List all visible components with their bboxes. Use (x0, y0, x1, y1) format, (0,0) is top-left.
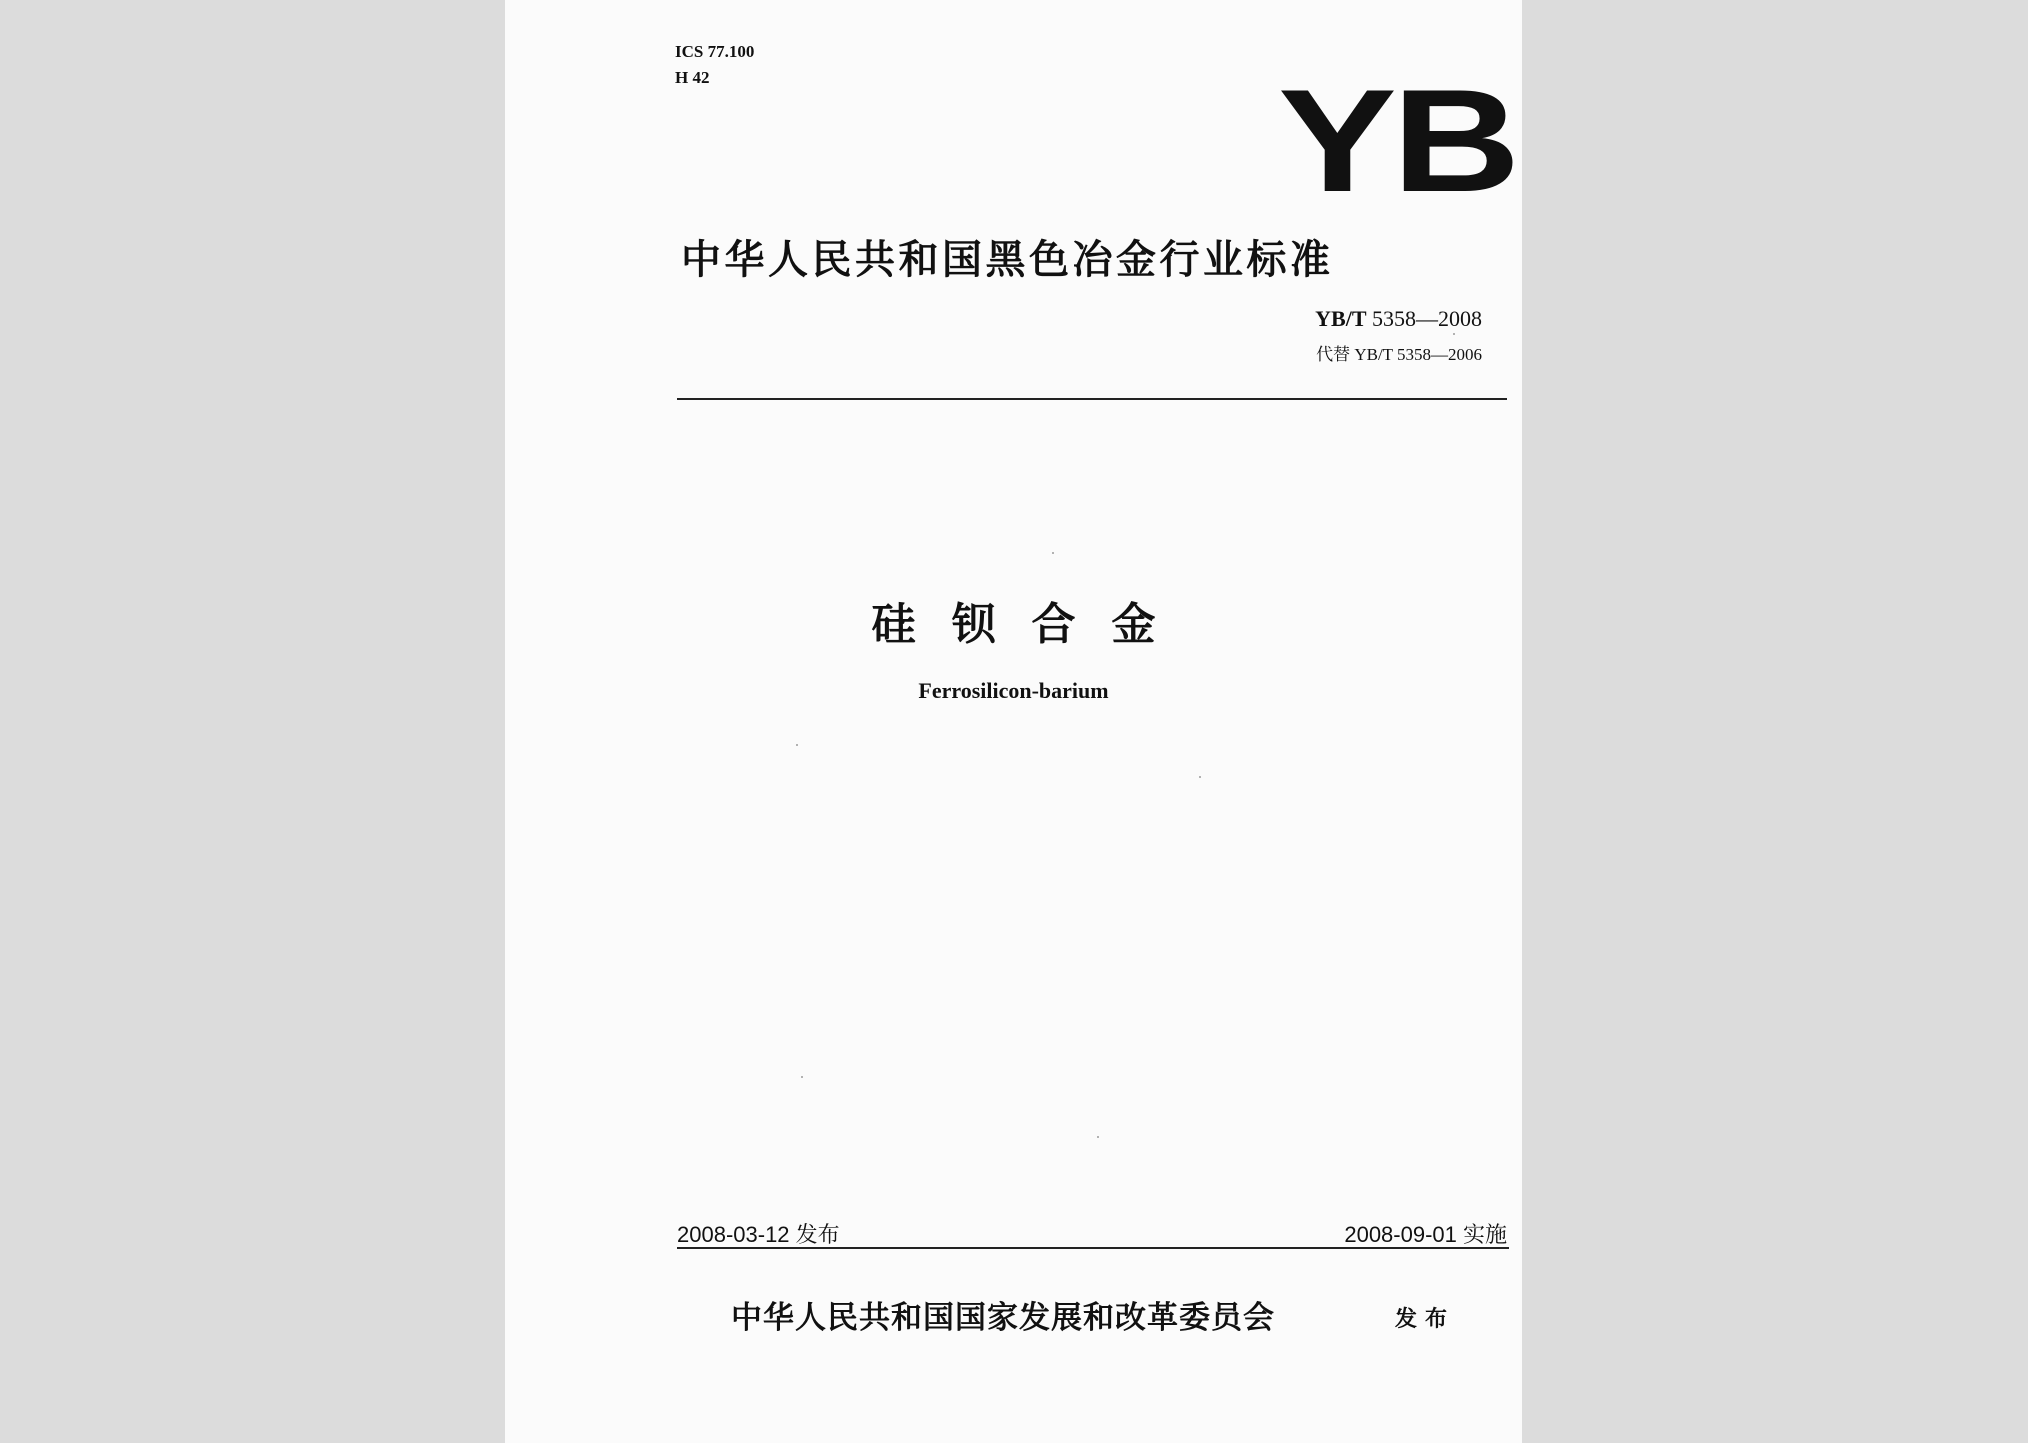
ccs-code: H 42 (675, 68, 710, 87)
standard-number-value: 5358—2008 (1372, 306, 1482, 331)
scan-speck (1097, 1136, 1099, 1138)
scan-speck (1453, 333, 1455, 335)
issuing-authority: 中华人民共和国国家发展和改革委员会 (731, 1300, 1275, 1336)
replaces-standard: 代替 YB/T 5358—2006 (1316, 345, 1482, 364)
header-divider (677, 398, 1507, 400)
scan-speck (801, 1076, 803, 1078)
standard-number-prefix: YB/T (1315, 306, 1367, 331)
scan-speck (1199, 776, 1201, 778)
footer-divider (677, 1247, 1509, 1249)
yb-logo: YB (1278, 59, 1516, 222)
implementation-date: 2008-09-01 实施 (1344, 1222, 1507, 1247)
document-page (505, 0, 1522, 1443)
issue-date: 2008-03-12 发布 (677, 1222, 840, 1247)
standard-number (1315, 306, 1482, 332)
issued-label: 发布 (1395, 1307, 1456, 1332)
ics-code: ICS 77.100 (675, 42, 755, 61)
scan-speck (1052, 552, 1054, 554)
industry-standard-title: 中华人民共和国黑色冶金行业标准 (681, 237, 1334, 283)
document-title-english: Ferrosilicon-barium (918, 678, 1109, 703)
document-title-chinese: 硅钡合金 (871, 599, 1192, 650)
scan-speck (796, 744, 798, 746)
